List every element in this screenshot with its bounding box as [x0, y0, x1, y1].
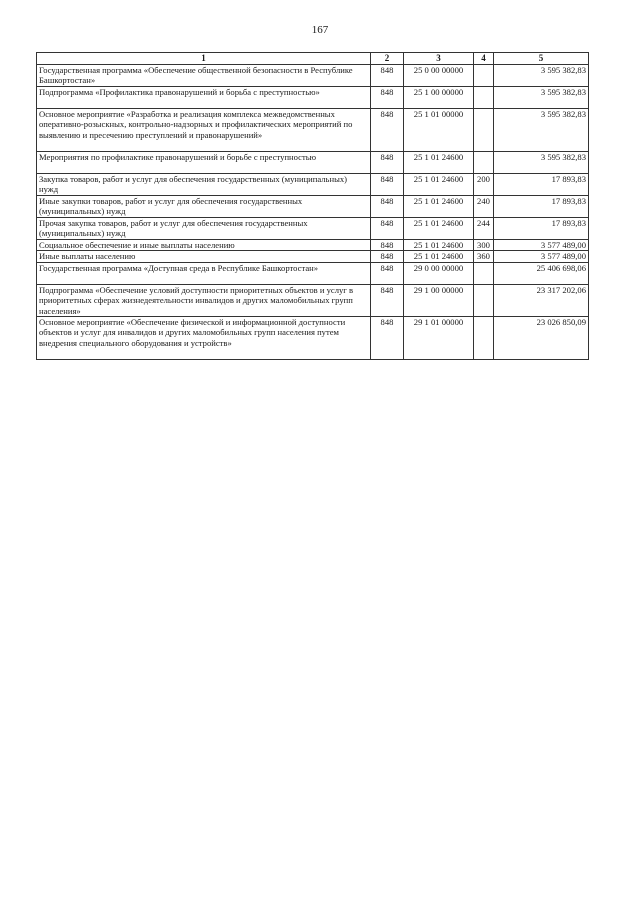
row-csr: 29 1 00 00000: [404, 284, 474, 316]
row-code: 848: [371, 240, 404, 251]
row-csr: 25 1 01 00000: [404, 109, 474, 152]
row-csr: 25 1 01 24600: [404, 196, 474, 218]
budget-table: [36, 52, 589, 360]
row-code: 848: [371, 317, 404, 360]
column-header-kvr: 4: [474, 53, 494, 65]
row-name: Подпрограмма «Профилактика правонарушений и борьба с преступностью»: [37, 87, 371, 109]
table-row: [37, 196, 589, 218]
column-header-name: 1: [37, 53, 371, 65]
page-number: 167: [311, 24, 329, 36]
row-name: Государственная программа «Обеспечение общественной безопасности в Республике Башкортостан»: [37, 65, 371, 87]
row-kvr: [474, 109, 494, 152]
row-code: 848: [371, 284, 404, 316]
row-amount: 17 893,83: [494, 218, 589, 240]
row-kvr: 244: [474, 218, 494, 240]
table-header-row: [37, 53, 589, 65]
row-kvr: [474, 284, 494, 316]
row-csr: 29 0 00 00000: [404, 262, 474, 284]
row-kvr: [474, 262, 494, 284]
row-kvr: 300: [474, 240, 494, 251]
row-kvr: [474, 152, 494, 174]
row-csr: 25 0 00 00000: [404, 65, 474, 87]
row-amount: 3 595 382,83: [494, 87, 589, 109]
row-kvr: 240: [474, 196, 494, 218]
row-csr: 25 1 01 24600: [404, 218, 474, 240]
column-header-amount: 5: [494, 53, 589, 65]
table-row: [37, 65, 589, 87]
row-name: Социальное обеспечение и иные выплаты населению: [37, 240, 371, 251]
row-amount: 3 595 382,83: [494, 152, 589, 174]
row-code: 848: [371, 65, 404, 87]
row-amount: 17 893,83: [494, 174, 589, 196]
row-amount: 3 577 489,00: [494, 251, 589, 262]
row-name: Основное мероприятие «Обеспечение физической и информационной доступности объектов и услуг для инвалидов и других маломобильных групп населения путем внедрения специального оборудования и устройств»: [37, 317, 371, 360]
row-name: Иные закупки товаров, работ и услуг для обеспечения государственных (муниципальных) нужд: [37, 196, 371, 218]
row-amount: 23 026 850,09: [494, 317, 589, 360]
row-code: 848: [371, 251, 404, 262]
row-csr: 29 1 01 00000: [404, 317, 474, 360]
row-csr: 25 1 01 24600: [404, 251, 474, 262]
row-csr: 25 1 01 24600: [404, 240, 474, 251]
row-amount: 25 406 698,06: [494, 262, 589, 284]
row-amount: 17 893,83: [494, 196, 589, 218]
row-code: 848: [371, 218, 404, 240]
row-name: Государственная программа «Доступная среда в Республике Башкортостан»: [37, 262, 371, 284]
row-csr: 25 1 01 24600: [404, 152, 474, 174]
table-row: [37, 251, 589, 262]
table-row: [37, 109, 589, 152]
table-row: [37, 262, 589, 284]
row-name: Основное мероприятие «Разработка и реализация комплекса межведомственных оперативно-розыскных, контрольно-надзорных и профилактических мероприятий по выявлению и пресечению преступлений и правонарушений»: [37, 109, 371, 152]
row-kvr: 200: [474, 174, 494, 196]
row-code: 848: [371, 109, 404, 152]
row-csr: 25 1 01 24600: [404, 174, 474, 196]
row-amount: 3 595 382,83: [494, 109, 589, 152]
column-header-code: 2: [371, 53, 404, 65]
row-code: 848: [371, 262, 404, 284]
row-name: Иные выплаты населению: [37, 251, 371, 262]
row-code: 848: [371, 152, 404, 174]
row-kvr: [474, 65, 494, 87]
row-name: Закупка товаров, работ и услуг для обеспечения государственных (муниципальных) нужд: [37, 174, 371, 196]
row-name: Подпрограмма «Обеспечение условий доступности приоритетных объектов и услуг в приоритетных сферах жизнедеятельности инвалидов и других маломобильных групп населения»: [37, 284, 371, 316]
row-amount: 3 577 489,00: [494, 240, 589, 251]
table-row: [37, 284, 589, 316]
table-row: [37, 218, 589, 240]
table-row: [37, 152, 589, 174]
row-name: Прочая закупка товаров, работ и услуг для обеспечения государственных (муниципальных) нужд: [37, 218, 371, 240]
column-header-csr: 3: [404, 53, 474, 65]
row-amount: 23 317 202,06: [494, 284, 589, 316]
table-row: [37, 87, 589, 109]
row-name: Мероприятия по профилактике правонарушений и борьбе с преступностью: [37, 152, 371, 174]
row-amount: 3 595 382,83: [494, 65, 589, 87]
row-csr: 25 1 00 00000: [404, 87, 474, 109]
row-code: 848: [371, 196, 404, 218]
row-code: 848: [371, 87, 404, 109]
row-kvr: [474, 317, 494, 360]
table-row: [37, 317, 589, 360]
table-row: [37, 240, 589, 251]
row-kvr: 360: [474, 251, 494, 262]
row-code: 848: [371, 174, 404, 196]
table-row: [37, 174, 589, 196]
row-kvr: [474, 87, 494, 109]
